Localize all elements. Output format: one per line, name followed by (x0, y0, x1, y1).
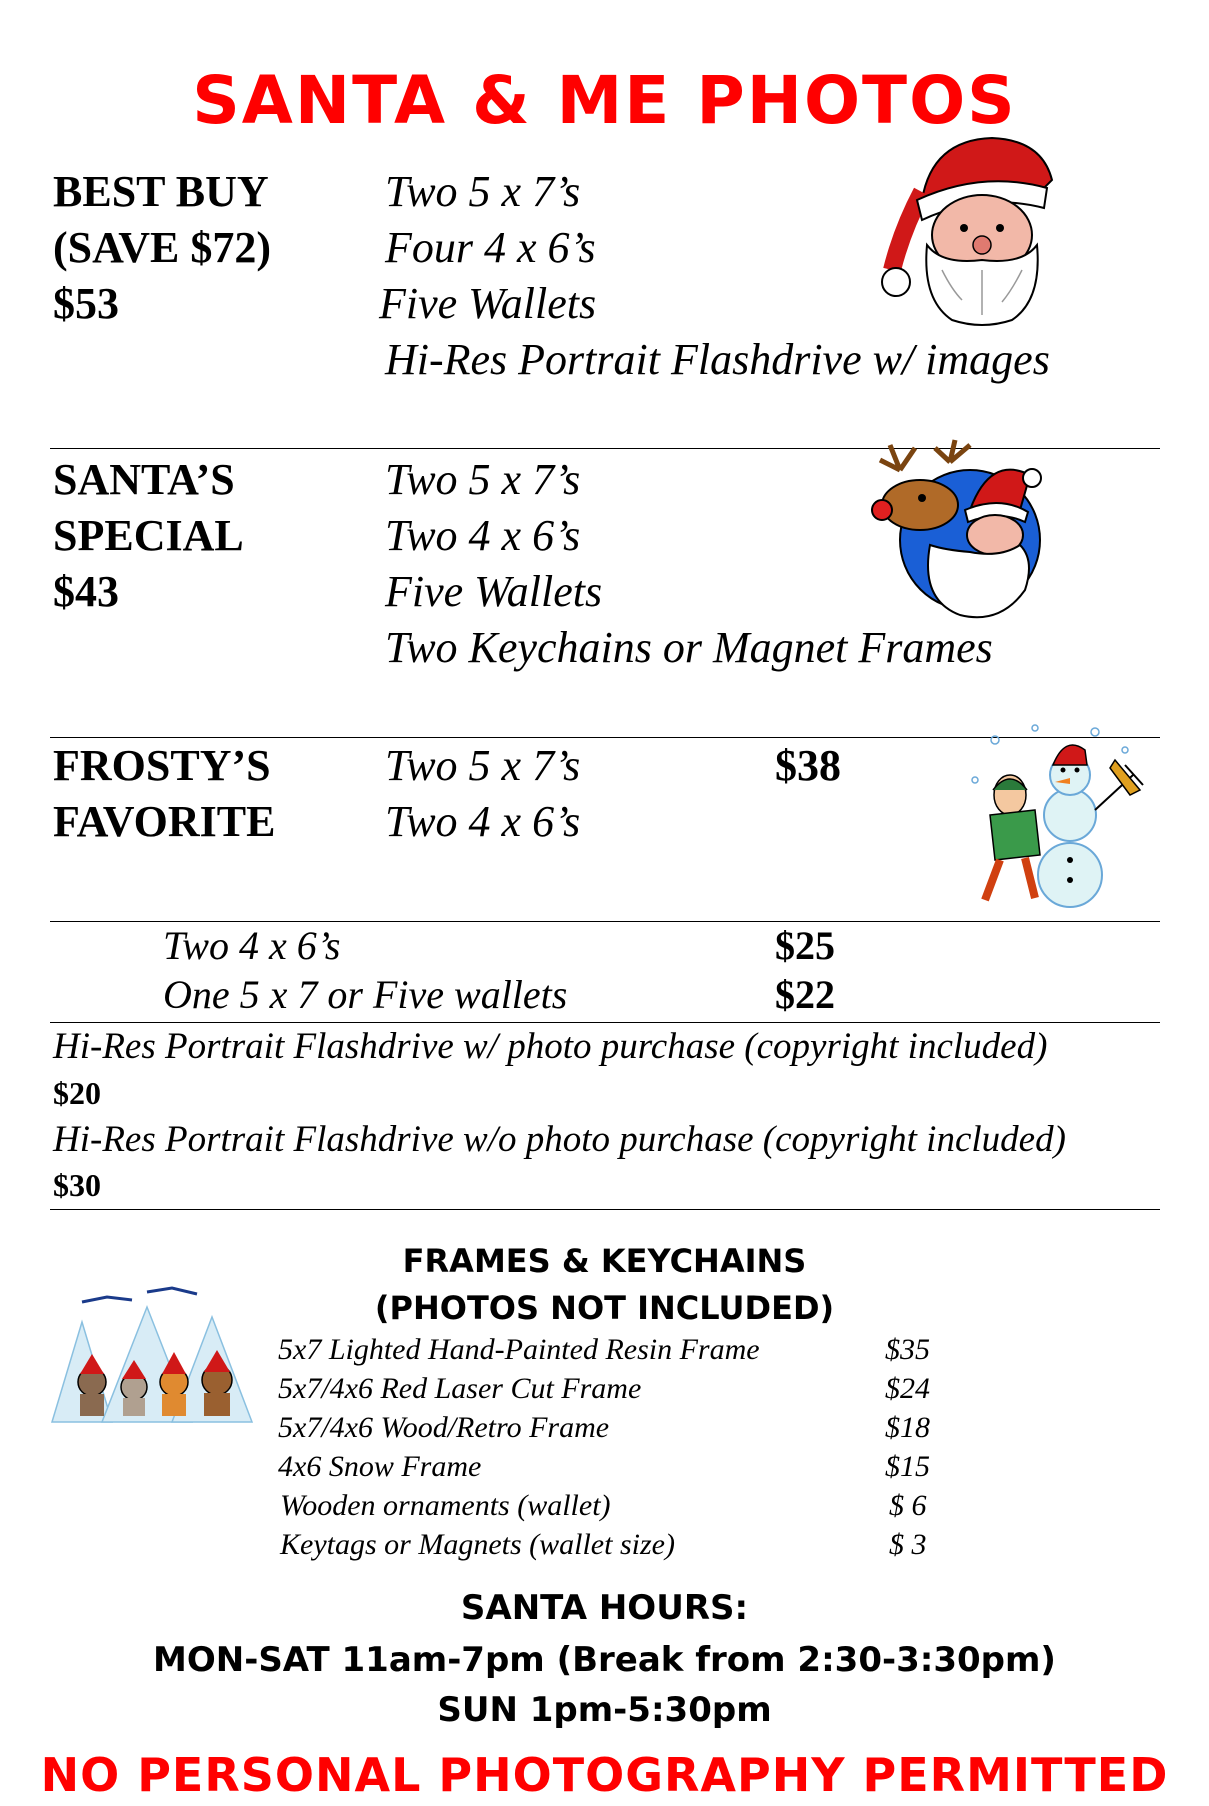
package-price: $38 (775, 741, 841, 790)
package-label-line: FROSTY’S (53, 741, 271, 790)
hours-heading: SANTA HOURS: (460, 1588, 749, 1628)
package-item: Two 5 x 7’s (385, 455, 581, 504)
winter-animals-icon (52, 1282, 252, 1422)
package-price: $53 (53, 279, 119, 328)
flashdrive-option: Hi-Res Portrait Flashdrive w/o photo purchase (copyright included) (53, 1119, 1066, 1160)
package-label-line: FAVORITE (53, 797, 276, 846)
package-best-buy-label (53, 164, 271, 332)
frame-item-name: 5x7/4x6 Red Laser Cut Frame (278, 1372, 642, 1405)
frame-item-price: $24 (885, 1372, 930, 1405)
flashdrive-option: Hi-Res Portrait Flashdrive w/ photo purchase (copyright included) (53, 1026, 1048, 1067)
frames-heading: FRAMES & KEYCHAINS (402, 1242, 807, 1280)
package-label-line: (SAVE $72) (53, 223, 272, 272)
section-divider (50, 1209, 1160, 1210)
package-price: $43 (53, 567, 119, 616)
package-frostys-favorite-items (385, 738, 580, 850)
snowman-child-icon (965, 720, 1145, 910)
package-item: Two 4 x 6’s (385, 797, 581, 846)
flashdrive-price: $30 (53, 1167, 101, 1203)
package-item: Five Wallets (379, 279, 597, 328)
print-price: $25 (775, 923, 835, 968)
hours-weekday: MON-SAT 11am-7pm (Break from 2:30-3:30pm) (153, 1640, 1056, 1680)
page-title: SANTA & ME PHOTOS (192, 62, 1017, 139)
package-item: Two Keychains or Magnet Frames (385, 623, 993, 672)
frame-item-price: $18 (885, 1411, 930, 1444)
print-item: Two 4 x 6’s (163, 923, 341, 968)
flashdrive-price: $20 (53, 1075, 101, 1111)
hours-sunday: SUN 1pm-5:30pm (437, 1690, 772, 1730)
package-item: Two 5 x 7’s (385, 741, 581, 790)
frame-item-name: Wooden ornaments (wallet) (280, 1489, 611, 1522)
photography-notice: NO PERSONAL PHOTOGRAPHY PERMITTED (40, 1748, 1169, 1802)
santa-reindeer-icon (860, 440, 1050, 630)
frame-item-price: $35 (885, 1333, 930, 1366)
frame-item-price: $ 6 (889, 1489, 927, 1522)
package-santas-special-label (53, 452, 244, 620)
package-label-line: BEST BUY (53, 167, 269, 216)
package-label-line: SPECIAL (53, 511, 244, 560)
section-divider (50, 1022, 1160, 1023)
package-item: Two 5 x 7’s (385, 167, 581, 216)
package-frostys-favorite-label (53, 738, 275, 850)
santa-face-icon (882, 130, 1062, 330)
package-item: Four 4 x 6’s (385, 223, 596, 272)
frame-item-name: Keytags or Magnets (wallet size) (280, 1528, 675, 1561)
package-item: Hi-Res Portrait Flashdrive w/ images (385, 335, 1050, 384)
frame-item-price: $ 3 (889, 1528, 927, 1561)
frame-item-name: 5x7 Lighted Hand-Painted Resin Frame (278, 1333, 760, 1366)
package-label-line: SANTA’S (53, 455, 235, 504)
frame-item-price: $15 (885, 1450, 930, 1483)
print-item: One 5 x 7 or Five wallets (163, 972, 568, 1017)
frame-item-name: 4x6 Snow Frame (278, 1450, 482, 1483)
package-item: Five Wallets (385, 567, 603, 616)
print-price: $22 (775, 972, 835, 1017)
frame-item-name: 5x7/4x6 Wood/Retro Frame (278, 1411, 610, 1444)
package-item: Two 4 x 6’s (385, 511, 581, 560)
frames-subheading: (PHOTOS NOT INCLUDED) (374, 1289, 835, 1327)
